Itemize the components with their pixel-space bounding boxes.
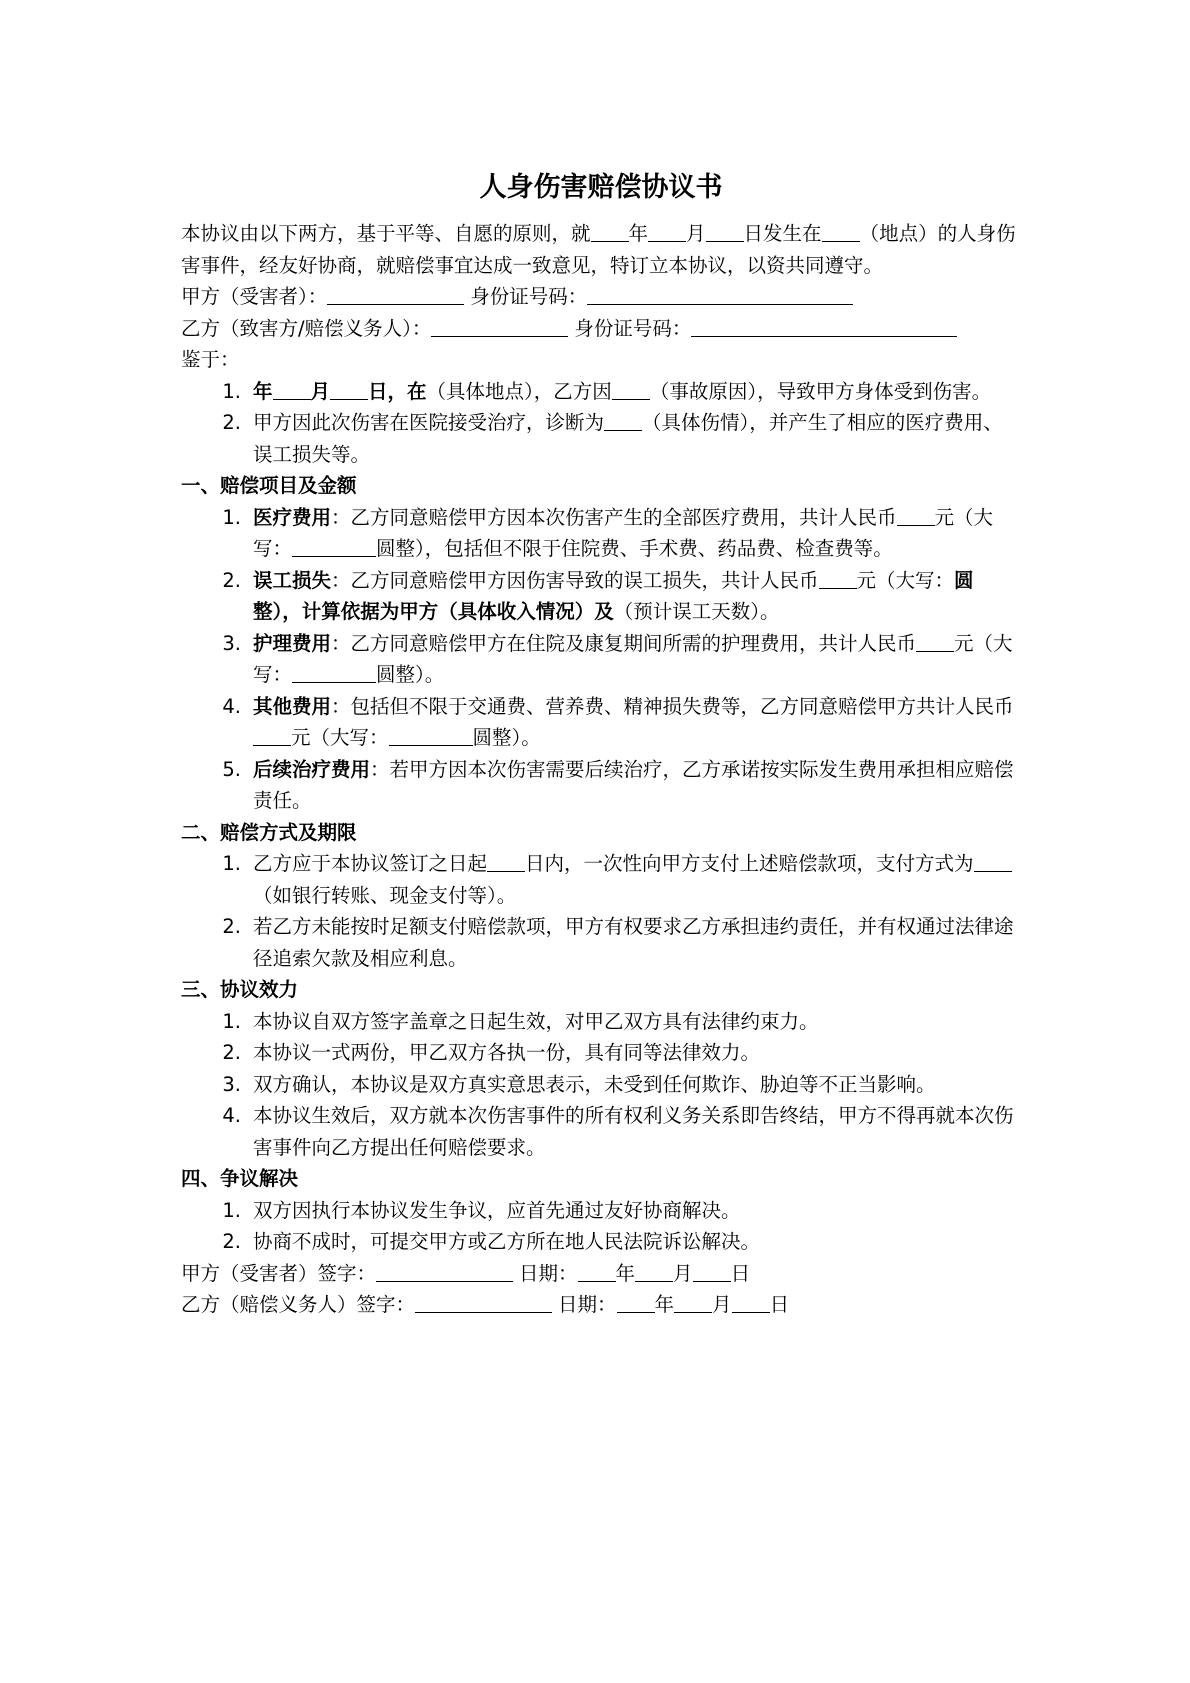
whereas-list [181,376,1021,471]
blank-field[interactable] [693,1261,731,1282]
list-item: 2. 若乙方未能按时足额支付赔偿款项，甲方有权要求乙方承担违约责任，并有权通过法律途径追索欠款及相应利息。 [222,915,1014,970]
list-item: 1. 医疗费用：乙方同意赔偿甲方因本次伤害产生的全部医疗费用，共计人民币 元（大写： 圆整），包括但不限于住院费、手术费、药品费、检查费等。 [222,505,994,560]
blank-field[interactable] [635,1261,673,1282]
list-item: 1. 双方因执行本协议发生争议，应首先通过友好协商解决。 [222,1198,741,1222]
party-a-name-field[interactable] [327,284,464,305]
blank-field[interactable] [822,221,860,242]
blank-field[interactable] [389,725,473,746]
party-b-line: 乙方（致害方/赔偿义务人）： 身份证号码： [181,313,1021,345]
blank-field[interactable] [578,1261,616,1282]
list-item: 1. 年 月 日，在（具体地点），乙方因 （事故原因），导致甲方身体受到伤害。 [222,379,992,403]
section4-list [181,1195,1021,1258]
party-b-signature-field[interactable] [415,1292,552,1313]
party-a-signature-field[interactable] [376,1261,513,1282]
blank-field[interactable] [706,221,744,242]
party-b-id-field[interactable] [691,316,957,337]
blank-field[interactable] [916,631,954,652]
list-item: 2. 甲方因此次伤害在医院接受治疗，诊断为 （具体伤情），并产生了相应的医疗费用、误工损失等。 [222,411,1003,466]
party-a-line: 甲方（受害者）： 身份证号码： [181,281,1021,313]
blank-field[interactable] [591,221,629,242]
blank-field[interactable] [897,505,935,526]
section-heading: 三、协议效力 [181,978,299,1001]
list-item: 3. 双方确认，本协议是双方真实意思表示，未受到任何欺诈、胁迫等不正当影响。 [222,1072,936,1096]
list-item: 5. 后续治疗费用：若甲方因本次伤害需要后续治疗，乙方承诺按实际发生费用承担相应赔偿责任。 [222,757,1014,812]
blank-field[interactable] [253,725,291,746]
blank-field[interactable] [604,410,642,431]
blank-field[interactable] [974,851,1012,872]
blank-field[interactable] [674,1292,712,1313]
section-heading: 四、争议解决 [181,1167,299,1190]
party-b-name-field[interactable] [431,316,568,337]
section-heading: 一、赔偿项目及金额 [181,474,357,497]
blank-field[interactable] [819,568,857,589]
list-item: 4. 其他费用：包括但不限于交通费、营养费、精神损失费等，乙方同意赔偿甲方共计人民币元（大写： 圆整）。 [222,694,1014,749]
party-a-id-field[interactable] [587,284,853,305]
blank-field[interactable] [617,1292,655,1313]
document-title: 人身伤害赔偿协议书 [479,172,723,203]
document-body [181,168,1021,1321]
blank-field[interactable] [487,851,525,872]
list-item: 2. 协商不成时，可提交甲方或乙方所在地人民法院诉讼解决。 [222,1230,761,1253]
party-a-signature-line: 甲方（受害者）签字： 日期： 年 月 日 [181,1261,751,1285]
blank-field[interactable] [292,662,376,683]
blank-field[interactable] [612,379,650,400]
list-item: 1. 乙方应于本协议签订之日起 日内，一次性向甲方支付上述赔偿款项，支付方式为（如银行转账、现金支付等）。 [181,848,1021,911]
blank-field[interactable] [292,536,376,557]
list-item: 2. 本协议一式两份，甲乙双方各执一份，具有同等法律效力。 [222,1041,761,1064]
party-b-signature-line: 乙方（赔偿义务人）签字： 日期： 年 月 日 [181,1293,790,1316]
section1-list [181,502,1021,817]
blank-field[interactable] [648,221,686,242]
blank-field[interactable] [273,379,311,400]
list-item: 3. 护理费用：乙方同意赔偿甲方在住院及康复期间所需的护理费用，共计人民币 元（大写： 圆整）。 [222,631,1013,686]
list-item: 2. 误工损失：乙方同意赔偿甲方因伤害导致的误工损失，共计人民币 元（大写：圆整），计算依据为甲方（具体收入情况）及（预计误工天数）。 [222,568,974,623]
section2-list [181,848,1021,974]
intro-paragraph: 本协议由以下两方，基于平等、自愿的原则，就 年 月 日发生在 （地点）的人身伤害事件，经友好协商，就赔偿事宜达成一致意见，特订立本协议，以资共同遵守。 [181,222,1016,277]
section-heading: 二、赔偿方式及期限 [181,820,357,844]
section3-list [181,1006,1021,1164]
whereas-label: 鉴于： [181,348,240,371]
list-item: 4. 本协议生效后，双方就本次伤害事件的所有权利义务关系即告终结，甲方不得再就本次伤害事件向乙方提出任何赔偿要求。 [222,1104,1014,1159]
list-item: 1. 本协议自双方签字盖章之日起生效，对甲乙双方具有法律约束力。 [222,1009,819,1033]
blank-field[interactable] [732,1292,770,1313]
blank-field[interactable] [330,379,368,400]
